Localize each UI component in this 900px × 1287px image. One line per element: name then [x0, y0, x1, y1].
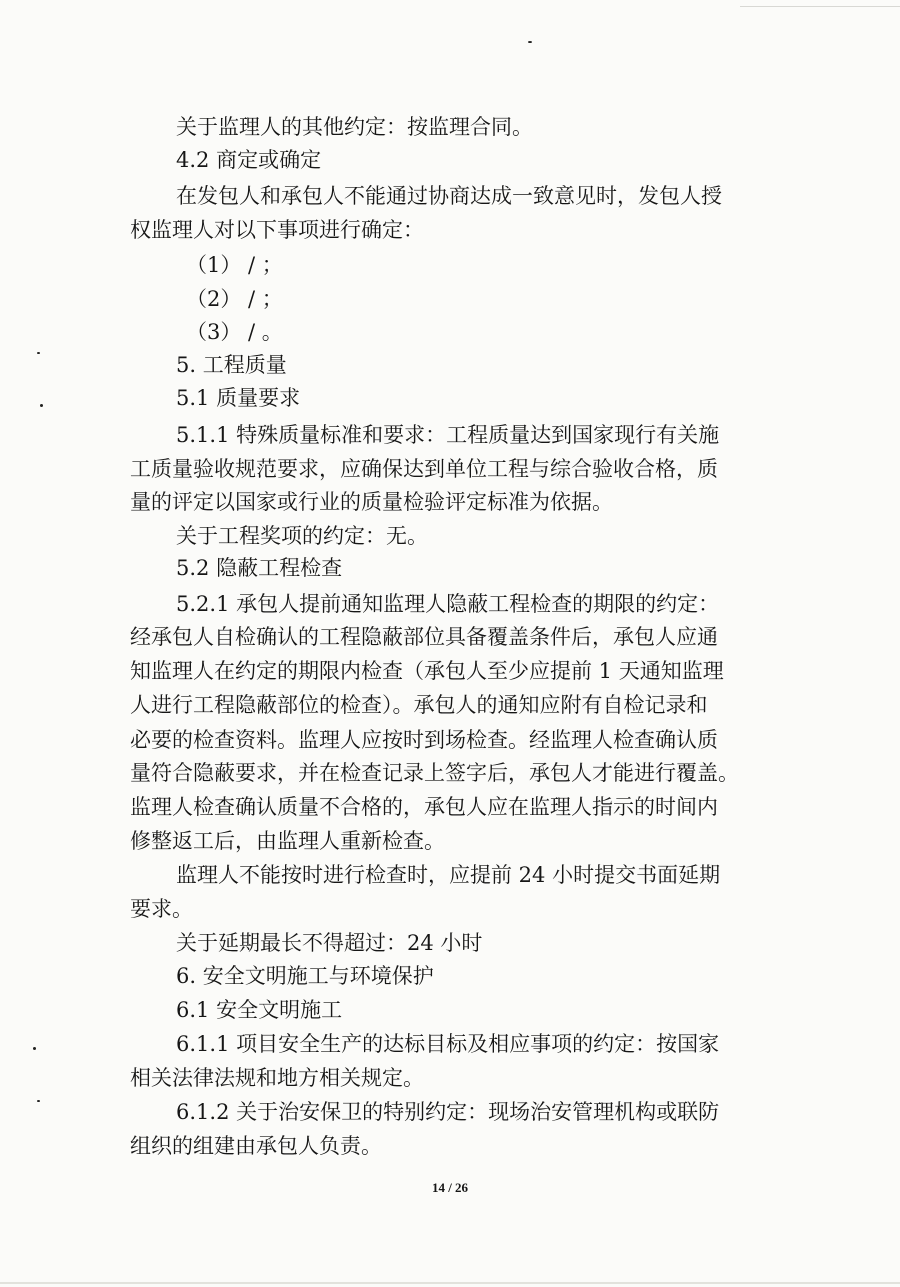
- list-item-1: （1） / ；: [186, 253, 283, 277]
- para-5-2-1-line6: 量符合隐蔽要求，并在检查记录上签字后，承包人才能进行覆盖。: [130, 761, 739, 785]
- para-max-delay: 关于延期最长不得超过：24 小时: [176, 931, 483, 955]
- scan-speck: [37, 352, 40, 354]
- scan-speck: [40, 404, 43, 407]
- para-5-1-1-line3: 量的评定以国家或行业的质量检验评定标准为依据。: [130, 490, 613, 514]
- para-5-2-1-line2: 经承包人自检确认的工程隐蔽部位具备覆盖条件后，承包人应通: [130, 625, 718, 649]
- para-authorization-line1: 在发包人和承包人不能通过协商达成一致意见时，发包人授: [176, 184, 722, 208]
- heading-5: 5. 工程质量: [176, 353, 287, 377]
- list-item-3: （3） / 。: [186, 320, 283, 344]
- para-5-2-1-line3: 知监理人在约定的期限内检查（承包人至少应提前 1 天通知监理: [130, 659, 724, 683]
- para-5-2-1-line1: 5.2.1 承包人提前通知监理人隐蔽工程检查的期限的约定：: [176, 592, 720, 616]
- scan-speck: [33, 1047, 36, 1050]
- page-number: 14 / 26: [431, 1180, 469, 1195]
- heading-5-2: 5.2 隐蔽工程检查: [176, 556, 343, 580]
- scan-speck: [528, 41, 532, 43]
- para-5-2-1-line8: 修整返工后，由监理人重新检查。: [130, 829, 445, 853]
- para-5-2-1-line7: 监理人检查确认质量不合格的，承包人应在监理人指示的时间内: [130, 795, 718, 819]
- para-awards: 关于工程奖项的约定：无。: [176, 524, 428, 548]
- para-5-2-1-line4: 人进行工程隐蔽部位的检查）。承包人的通知应附有自检记录和: [130, 693, 708, 717]
- list-item-2: （2） / ；: [186, 287, 283, 311]
- para-6-1-2-line2: 组织的组建由承包人负责。: [130, 1134, 382, 1158]
- heading-6: 6. 安全文明施工与环境保护: [176, 964, 434, 988]
- para-supervisor-other-agreement: 关于监理人的其他约定：按监理合同。: [176, 115, 533, 139]
- para-6-1-1-line1: 6.1.1 项目安全生产的达标目标及相应事项的约定：按国家: [176, 1032, 720, 1056]
- heading-5-1: 5.1 质量要求: [176, 386, 301, 410]
- para-5-1-1-line1: 5.1.1 特殊质量标准和要求：工程质量达到国家现行有关施: [176, 423, 720, 447]
- para-authorization-line2: 权监理人对以下事项进行确定：: [130, 218, 424, 242]
- para-delay-line2: 要求。: [130, 897, 193, 921]
- para-5-2-1-line5: 必要的检查资料。监理人应按时到场检查。经监理人检查确认质: [130, 728, 718, 752]
- para-delay-line1: 监理人不能按时进行检查时，应提前 24 小时提交书面延期: [176, 863, 721, 887]
- para-5-1-1-line2: 工质量验收规范要求，应确保达到单位工程与综合验收合格，质: [130, 457, 718, 481]
- scan-speck: [37, 1100, 40, 1102]
- para-6-1-1-line2: 相关法律法规和地方相关规定。: [130, 1066, 424, 1090]
- para-6-1-2-line1: 6.1.2 关于治安保卫的特别约定：现场治安管理机构或联防: [176, 1100, 720, 1124]
- scan-edge-top: [740, 6, 900, 7]
- scan-edge-bottom: [0, 1282, 900, 1284]
- heading-6-1: 6.1 安全文明施工: [176, 998, 343, 1022]
- heading-4-2: 4.2 商定或确定: [176, 148, 322, 172]
